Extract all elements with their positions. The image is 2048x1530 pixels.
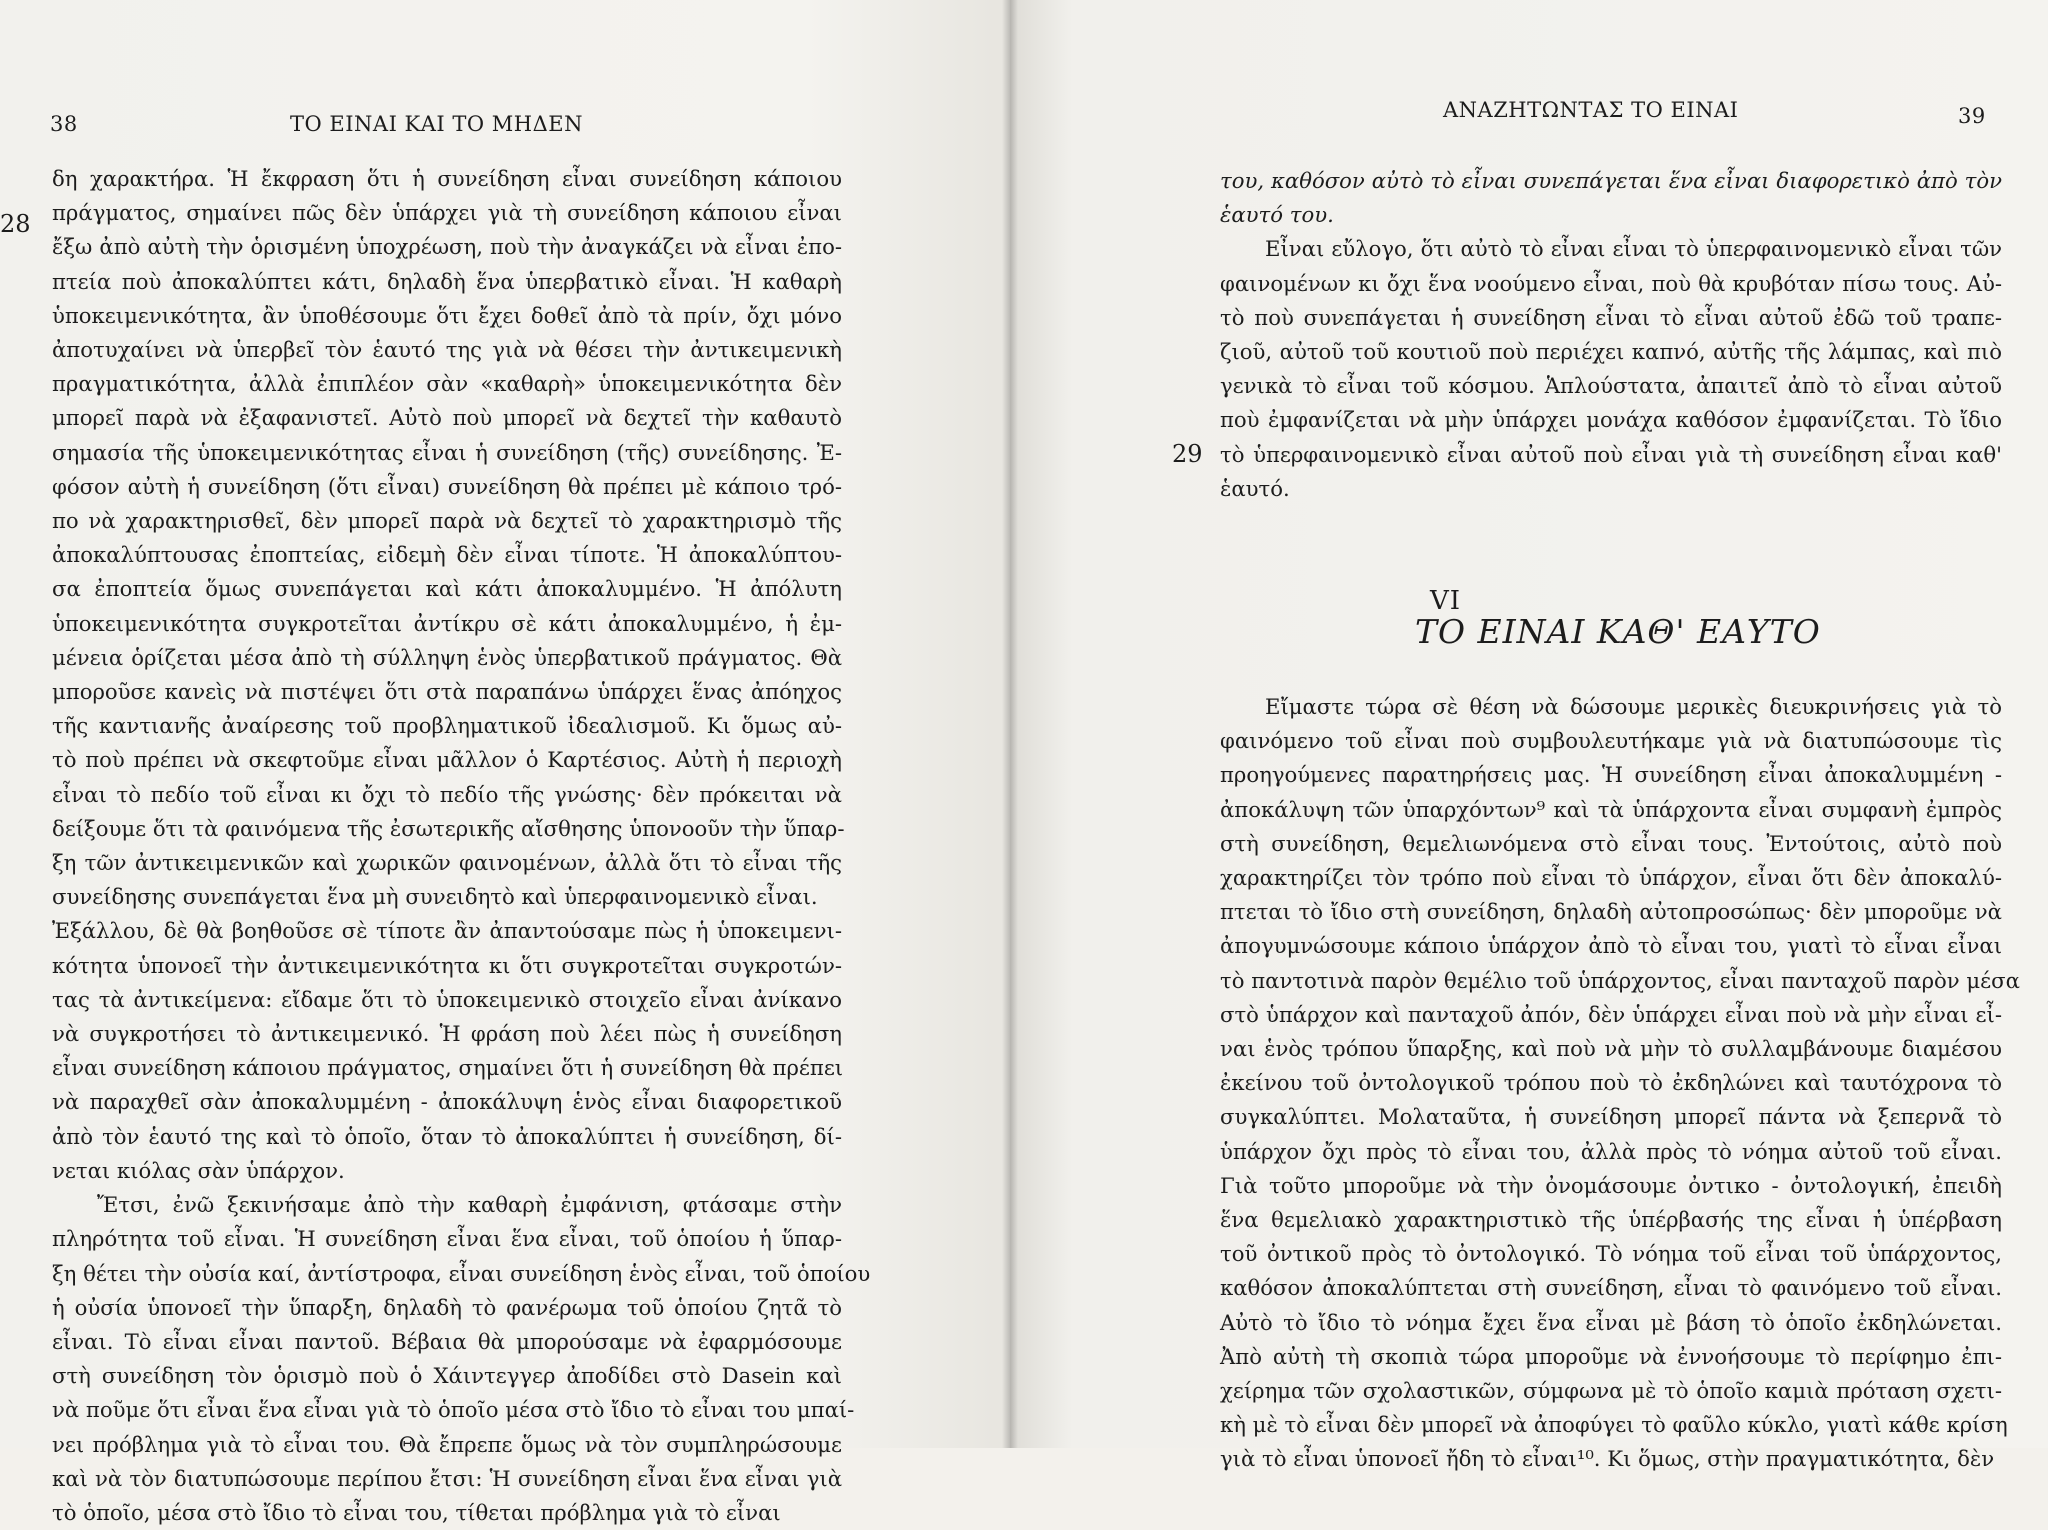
text-line: κὴ μὲ τὸ εἶναι δὲν μπορεῖ νὰ ἀποφύγει τὸ φαῦλο κύκλο, γιατὶ κάθε κρίση bbox=[1220, 1412, 2008, 1438]
text-line: νὰ ποῦμε ὅτι εἶναι ἕνα εἶναι γιὰ τὸ ὁποῖο μέσα στὸ ἴδιο τὸ εἶναι του μπαί- bbox=[52, 1397, 855, 1423]
running-head: ΑΝΑΖΗΤΩΝΤΑΣ ΤΟ ΕΙΝΑΙ bbox=[1443, 98, 1739, 122]
text-line: Εἶναι εὔλογο, ὅτι αὐτὸ τὸ εἶναι εἶναι τὸ ὑπερφαινομενικὸ εἶναι τῶν bbox=[1265, 236, 2002, 262]
text-line: ζιοῦ, αὐτοῦ τοῦ κουτιοῦ ποὺ περιέχει καπνό, αὐτῆς τῆς λάμπας, καὶ πιὸ bbox=[1220, 339, 2002, 365]
text-line: τὸ ὑπερφαινομενικὸ εἶναι αὐτοῦ ποὺ εἶναι γιὰ τὴ συνείδηση εἶναι καθ' bbox=[1220, 441, 2002, 467]
text-line: φόσον αὐτὴ ἡ συνείδηση (ὅτι εἶναι) συνείδηση θὰ πρέπει μὲ κάποιο τρό- bbox=[52, 473, 842, 499]
text-line: προηγούμενες παρατηρήσεις μας. Ἡ συνείδηση εἶναι ἀποκαλυμμένη - bbox=[1220, 762, 2002, 788]
text-line: εἶναι συνείδηση κάποιου πράγματος, σημαίνει ὅτι ἡ συνείδηση θὰ πρέπει bbox=[52, 1055, 844, 1081]
book-gutter bbox=[1002, 0, 1018, 1448]
text-line: φαινομένων κι ὄχι ἕνα νοούμενο εἶναι, ποὺ θὰ κρυβόταν πίσω τους. Αὐ- bbox=[1220, 270, 2002, 296]
text-line: στὸ ὑπάρχον καὶ πανταχοῦ ἀπόν, δὲν ὑπάρχει εἶναι ποὺ νὰ μὴν εἶναι εἶ- bbox=[1220, 1001, 2002, 1027]
body-text-top bbox=[1220, 164, 2002, 506]
text-line: Αὐτὸ τὸ ἴδιο τὸ νόημα ἔχει ἕνα εἶναι μὲ βάση τὸ ὁποῖο ἐκδηλώνεται. bbox=[1220, 1309, 2002, 1335]
page-number: 38 bbox=[50, 112, 78, 136]
text-line: ἀποκαλύπτουσας ἐποπτείας, εἰδεμὴ δὲν εἶναι τίποτε. Ἡ ἀποκαλύπτου- bbox=[52, 542, 842, 568]
text-line: νεται κιόλας σὰν ὑπάρχον. bbox=[52, 1157, 345, 1183]
text-line: ξη θέτει τὴν οὐσία καί, ἀντίστροφα, εἶναι συνείδηση ἑνὸς εἶναι, τοῦ ὁποίου bbox=[52, 1260, 871, 1286]
text-line: σημασία τῆς ὑποκειμενικότητας εἶναι ἡ συνείδηση (τῆς) συνείδησης. Ἐ- bbox=[52, 439, 842, 465]
text-line: Εἴμαστε τώρα σὲ θέση νὰ δώσουμε μερικὲς διευκρινήσεις γιὰ τὸ bbox=[1265, 694, 2002, 719]
text-line: ἕνα θεμελιακὸ χαρακτηριστικὸ τῆς ὑπέρβασής της εἶναι ἡ ὑπέρβαση bbox=[1220, 1207, 2002, 1233]
text-line: καὶ νὰ τὸν διατυπώσουμε περίπου ἔτσι: Ἡ συνείδηση εἶναι ἕνα εἶναι γιὰ bbox=[52, 1465, 842, 1491]
chapter-number: VI bbox=[1430, 586, 1462, 616]
text-line: Ἐξάλλου, δὲ θὰ βοηθοῦσε σὲ τίποτε ἂν ἀπαντούσαμε πὼς ἡ ὑποκειμενι- bbox=[52, 918, 842, 944]
text-line: νει πρόβλημα γιὰ τὸ εἶναι του. Θὰ ἔπρεπε ὅμως νὰ τὸν συμπληρώσουμε bbox=[52, 1431, 842, 1457]
text-line: ὑπάρχον ὄχι πρὸς τὸ εἶναι του, ἀλλὰ πρὸς τὸ νόημα αὐτοῦ τοῦ εἶναι. bbox=[1220, 1138, 2002, 1164]
text-line: ἀπὸ τὸν ἑαυτό της καὶ τὸ ὁποῖο, ὅταν τὸ ἀποκαλύπτει ἡ συνείδηση, δί- bbox=[52, 1123, 842, 1149]
text-line: καθόσον ἀποκαλύπτεται στὴ συνείδηση, εἶναι τὸ φαινόμενο τοῦ εἶναι. bbox=[1220, 1275, 2002, 1301]
text-line: πραγματικότητα, ἀλλὰ ἐπιπλέον σὰν «καθαρὴ» ὑποκειμενικότητα δὲν bbox=[52, 371, 842, 397]
text-line: συγκαλύπτει. Μολαταῦτα, ἡ συνείδηση μπορεῖ πάντα νὰ ξεπερνᾶ τὸ bbox=[1220, 1104, 2002, 1130]
text-line: τὸ παντοτινὰ παρὸν θεμέλιο τοῦ ὑπάρχοντος, εἶναι πανταχοῦ παρὸν μέσα bbox=[1220, 967, 2020, 993]
text-line: σα ἐποπτεία ὅμως συνεπάγεται καὶ κάτι ἀποκαλυμμένο. Ἡ ἀπόλυτη bbox=[52, 576, 842, 602]
text-line: Ἀπὸ αὐτὴ τὴ σκοπιὰ τώρα μποροῦμε νὰ ἐννοήσουμε τὸ περίφημο ἐπι- bbox=[1220, 1343, 2002, 1369]
text-line: τῆς καντιανῆς ἀναίρεσης τοῦ προβληματικοῦ ἰδεαλισμοῦ. Κι ὅμως αὐ- bbox=[52, 713, 842, 739]
text-line: γιὰ τὸ εἶναι ὑπονοεῖ ἤδη τὸ εἶναι¹⁰. Κι ὅμως, στὴν πραγματικότητα, δὲν bbox=[1220, 1446, 1995, 1472]
text-line: χείρημα τῶν σχολαστικῶν, σύμφωνα μὲ τὸ ὁποῖο καμιὰ πρόταση σχετι- bbox=[1220, 1378, 2002, 1404]
text-line: στὴ συνείδηση τὸν ὁρισμὸ ποὺ ὁ Χάιντεγγερ ἀποδίδει στὸ Dasein καὶ bbox=[52, 1363, 842, 1389]
text-line: ξη τῶν ἀντικειμενικῶν καὶ χωρικῶν φαινομένων, ἀλλὰ ὅτι τὸ εἶναι τῆς bbox=[52, 850, 842, 876]
text-line: συνείδησης συνεπάγεται ἕνα μὴ συνειδητὸ καὶ ὑπερφαινομενικὸ εἶναι. bbox=[52, 884, 818, 910]
text-line: στὴ συνείδηση, θεμελιωνόμενα στὸ εἶναι τους. Ἐντούτοις, αὐτὸ ποὺ bbox=[1220, 830, 2002, 856]
text-line: ποὺ ἐμφανίζεται νὰ μὴν ὑπάρχει μονάχα καθόσον ἐμφανίζεται. Τὸ ἴδιο bbox=[1220, 407, 2002, 433]
text-line: δείξουμε ὅτι τὰ φαινόμενα τῆς ἐσωτερικῆς αἴσθησης ὑπονοοῦν τὴν ὕπαρ- bbox=[52, 815, 845, 841]
text-line: γενικὰ τὸ εἶναι τοῦ κόσμου. Ἁπλούστατα, ἀπαιτεῖ ἀπὸ τὸ εἶναι αὐτοῦ bbox=[1220, 373, 2002, 399]
text-line: τας τὰ ἀντικείμενα: εἴδαμε ὅτι τὸ ὑποκειμενικὸ στοιχεῖο εἶναι ἀνίκανο bbox=[52, 986, 842, 1012]
text-line: τὸ ποὺ συνεπάγεται ἡ συνείδηση εἶναι τὸ εἶναι αὐτοῦ ἐδῶ τοῦ τραπε- bbox=[1220, 304, 2002, 330]
margin-page-reference: 29 bbox=[1172, 440, 1203, 468]
text-line: τὸ ποὺ πρέπει νὰ σκεφτοῦμε εἶναι μᾶλλον ὁ Καρτέσιος. Αὐτὴ ἡ περιοχὴ bbox=[52, 747, 842, 773]
text-line: εἶναι τὸ πεδίο τοῦ εἶναι κι ὄχι τὸ πεδίο τῆς γνώσης· δὲν πρόκειται νὰ bbox=[52, 781, 842, 807]
text-line: μπορεῖ παρὰ νὰ ἐξαφανιστεῖ. Αὐτὸ ποὺ μπορεῖ νὰ δεχτεῖ τὴν καθαυτὸ bbox=[52, 405, 842, 431]
text-line: ἀποτυχαίνει νὰ ὑπερβεῖ τὸν ἑαυτό της γιὰ νὰ θέσει τὴν ἀντικειμενικὴ bbox=[52, 337, 842, 363]
text-line: νὰ συγκροτήσει τὸ ἀντικειμενικό. Ἡ φράση ποὺ λέει πὼς ἡ συνείδηση bbox=[52, 1021, 842, 1047]
running-head: ΤΟ ΕΙΝΑΙ ΚΑΙ ΤΟ ΜΗΔΕΝ bbox=[290, 112, 583, 136]
text-line: κότητα ὑπονοεῖ τὴν ἀντικειμενικότητα κι ὅτι συγκροτεῖται συγκροτών- bbox=[52, 952, 842, 978]
text-line: ὑποκειμενικότητα, ἂν ὑποθέσουμε ὅτι ἔχει δοθεῖ ἀπὸ τὰ πρίν, ὄχι μόνο bbox=[52, 302, 842, 328]
text-line: ἑαυτό του. bbox=[1220, 202, 1334, 228]
text-line: ὑποκειμενικότητα συγκροτεῖται ἀντίκρυ σὲ κάτι ἀποκαλυμμένο, ἡ ἐμ- bbox=[52, 610, 842, 636]
left-page bbox=[0, 0, 1010, 1525]
page-number: 39 bbox=[1958, 104, 1986, 128]
text-line: νὰ παραχθεῖ σὰν ἀποκαλυμμένη - ἀποκάλυψη ἑνὸς εἶναι διαφορετικοῦ bbox=[52, 1089, 842, 1115]
text-line: ἀποκάλυψη τῶν ὑπαρχόντων⁹ καὶ τὰ ὑπάρχοντα εἶναι συμφανὴ ἐμπρὸς bbox=[1220, 796, 2002, 822]
text-line: πράγματος, σημαίνει πῶς δὲν ὑπάρχει γιὰ τὴ συνείδηση κάποιου εἶναι bbox=[52, 200, 842, 226]
text-line: ναι ἑνὸς τρόπου ὕπαρξης, καὶ ποὺ νὰ μὴν τὸ συλλαμβάνουμε διαμέσου bbox=[1220, 1036, 2002, 1062]
text-line: ἔξω ἀπὸ αὐτὴ τὴν ὁρισμένη ὑποχρέωση, ποὺ τὴν ἀναγκάζει νὰ εἶναι ἐπο- bbox=[52, 234, 842, 260]
margin-page-reference: 28 bbox=[0, 210, 31, 238]
text-line: πληρότητα τοῦ εἶναι. Ἡ συνείδηση εἶναι ἕνα εἶναι, τοῦ ὁποίου ἡ ὕπαρ- bbox=[52, 1226, 842, 1252]
chapter-title: ΤΟ ΕΙΝΑΙ ΚΑΘ' ΕΑΥΤΟ bbox=[1415, 612, 1821, 651]
text-line: πο νὰ χαρακτηρισθεῖ, δὲν μπορεῖ παρὰ νὰ δεχτεῖ τὸ χαρακτηρισμὸ τῆς bbox=[52, 508, 842, 534]
text-line: Γιὰ τοῦτο μποροῦμε νὰ τὴν ὀνομάσουμε ὀντικο - ὀντολογική, ἐπειδὴ bbox=[1220, 1172, 2002, 1198]
text-line: τοῦ ὀντικοῦ πρὸς τὸ ὀντολογικό. Τὸ νόημα τοῦ εἶναι τοῦ ὑπάρχοντος, bbox=[1220, 1241, 2002, 1267]
right-page bbox=[1010, 0, 2048, 1472]
text-line: ἡ οὐσία ὑπονοεῖ τὴν ὕπαρξη, δηλαδὴ τὸ φανέρωμα τοῦ ὁποίου ζητᾶ τὸ bbox=[52, 1294, 842, 1320]
text-line: δη χαρακτήρα. Ἡ ἔκφραση ὅτι ἡ συνείδηση εἶναι συνείδηση κάποιου bbox=[52, 166, 842, 191]
text-line: φαινόμενο τοῦ εἶναι ποὺ συμβουλευτήκαμε γιὰ νὰ διατυπώσουμε τὶς bbox=[1220, 728, 2002, 754]
text-line: ἑαυτό. bbox=[1220, 475, 1290, 501]
body-text bbox=[52, 162, 871, 1530]
text-line: εἶναι. Τὸ εἶναι εἶναι παντοῦ. Βέβαια θὰ μπορούσαμε νὰ ἐφαρμόσουμε bbox=[52, 1328, 842, 1354]
text-line: ἐκείνου τοῦ ὀντολογικοῦ τρόπου ποὺ τὸ ἐκδηλώνει καὶ ταυτόχρονα τὸ bbox=[1220, 1070, 2002, 1096]
text-line: τὸ ὁποῖο, μέσα στὸ ἴδιο τὸ εἶναι του, τίθεται πρόβλημα γιὰ τὸ εἶναι bbox=[52, 1499, 781, 1525]
text-line: ἀπογυμνώσουμε κάποιο ὑπάρχον ἀπὸ τὸ εἶναι του, γιατὶ τὸ εἶναι εἶναι bbox=[1220, 933, 2002, 959]
body-text-bottom bbox=[1220, 690, 2020, 1477]
text-line: πτεία ποὺ ἀποκαλύπτει κάτι, δηλαδὴ ἕνα ὑπερβατικὸ εἶναι. Ἡ καθαρὴ bbox=[52, 268, 842, 294]
text-line: μποροῦσε κανεὶς νὰ πιστέψει ὅτι στὰ παραπάνω ὑπάρχει ἕνας ἀπόηχος bbox=[52, 679, 842, 705]
text-line: πτεται τὸ ἴδιο στὴ συνείδηση, δηλαδὴ αὐτοπροσώπως· δὲν μποροῦμε νὰ bbox=[1220, 899, 2002, 925]
text-line: μένεια ὁρίζεται μέσα ἀπὸ τὴ σύλληψη ἑνὸς ὑπερβατικοῦ πράγματος. Θὰ bbox=[52, 644, 842, 670]
text-line: Ἔτσι, ἐνῶ ξεκινήσαμε ἀπὸ τὴν καθαρὴ ἐμφάνιση, φτάσαμε στὴν bbox=[97, 1192, 842, 1218]
text-line: του, καθόσον αὐτὸ τὸ εἶναι συνεπάγεται ἕνα εἶναι διαφορετικὸ ἀπὸ τὸν bbox=[1220, 168, 2002, 193]
text-line: χαρακτηρίζει τὸν τρόπο ποὺ εἶναι τὸ ὑπάρχον, εἶναι ὅτι δὲν ἀποκαλύ- bbox=[1220, 865, 2002, 891]
